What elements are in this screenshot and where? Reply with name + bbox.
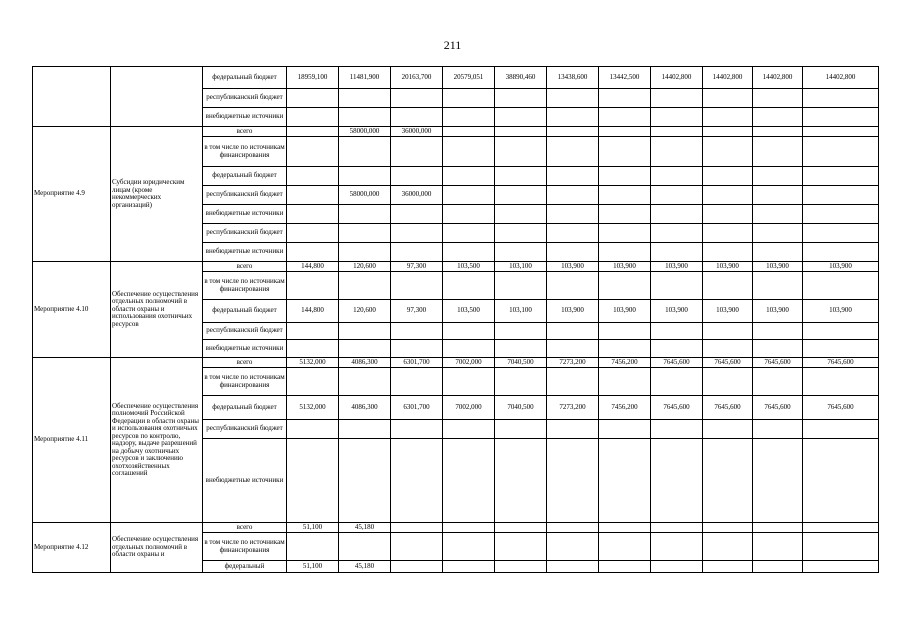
value-cell [339,89,391,108]
value-cell [651,340,703,358]
value-cell: 103,900 [651,262,703,272]
funding-source-cell: республиканский бюджет [203,186,287,205]
value-cell [547,523,599,533]
measure-name-cell: Обеспечение осуществления полномочий Российской Федерации в области охраны и использования охотничьих ресурсов по контролю, надзору, выдаче разрешений на добычу охотничьих ресурсов и заключению охотхозяйственных соглашений [111,358,203,523]
value-cell [753,439,803,523]
value-cell: 103,900 [547,300,599,323]
value-cell [443,108,495,127]
value-cell [547,205,599,224]
value-cell [753,368,803,396]
value-cell [391,205,443,224]
value-cell [391,340,443,358]
value-cell [547,561,599,573]
value-cell: 7645,600 [753,358,803,368]
value-cell: 120,600 [339,262,391,272]
value-cell: 13438,600 [547,67,599,89]
value-cell: 51,100 [287,523,339,533]
value-cell [803,224,879,243]
value-cell [287,533,339,561]
value-cell [391,533,443,561]
value-cell [599,561,651,573]
funding-source-cell: республиканский бюджет [203,323,287,340]
measure-name-cell: Обеспечение осуществления отдельных полномочий в области охраны и [111,523,203,573]
value-cell [753,561,803,573]
value-cell [391,108,443,127]
value-cell [339,340,391,358]
value-cell: 36000,000 [391,186,443,205]
value-cell [547,108,599,127]
value-cell: 58000,000 [339,186,391,205]
value-cell: 5132,000 [287,358,339,368]
value-cell [703,523,753,533]
value-cell [599,205,651,224]
funding-source-cell: в том числе по источникам финансирования [203,272,287,300]
value-cell: 7645,600 [703,396,753,420]
value-cell: 6301,700 [391,358,443,368]
value-cell: 7002,000 [443,358,495,368]
value-cell [443,224,495,243]
value-cell: 14402,800 [651,67,703,89]
measure-cell: Мероприятие 4.10 [33,262,111,358]
value-cell [287,137,339,167]
value-cell [443,439,495,523]
value-cell [287,108,339,127]
funding-source-cell: федеральный бюджет [203,67,287,89]
value-cell: 51,100 [287,561,339,573]
funding-source-cell: федеральный бюджет [203,396,287,420]
value-cell: 103,900 [651,300,703,323]
value-cell [599,368,651,396]
value-cell [495,186,547,205]
value-cell [651,523,703,533]
value-cell [391,368,443,396]
value-cell [443,523,495,533]
value-cell [287,439,339,523]
page-number: 211 [443,38,462,52]
value-cell [599,439,651,523]
value-cell [803,108,879,127]
value-cell [495,272,547,300]
value-cell [753,224,803,243]
value-cell [287,272,339,300]
value-cell: 103,100 [495,262,547,272]
value-cell [287,420,339,439]
value-cell [495,108,547,127]
value-cell: 103,900 [753,300,803,323]
value-cell [339,533,391,561]
value-cell [495,420,547,439]
value-cell [803,420,879,439]
value-cell: 7645,600 [651,396,703,420]
value-cell [443,127,495,137]
value-cell: 7273,200 [547,358,599,368]
value-cell [651,420,703,439]
value-cell [547,368,599,396]
funding-source-cell: всего [203,262,287,272]
value-cell: 7273,200 [547,396,599,420]
value-cell [803,368,879,396]
value-cell [651,137,703,167]
value-cell: 4086,300 [339,358,391,368]
value-cell [599,186,651,205]
value-cell [703,224,753,243]
value-cell [287,224,339,243]
value-cell [495,127,547,137]
value-cell [391,224,443,243]
value-cell: 7645,600 [803,396,879,420]
table-row [33,67,879,89]
value-cell: 103,900 [703,300,753,323]
value-cell: 103,900 [803,262,879,272]
value-cell [599,340,651,358]
measure-cell: Мероприятие 4.11 [33,358,111,523]
value-cell [803,561,879,573]
value-cell [287,368,339,396]
value-cell [495,533,547,561]
table-body [33,67,879,573]
value-cell [339,272,391,300]
value-cell: 6301,700 [391,396,443,420]
value-cell: 7002,000 [443,396,495,420]
value-cell [287,205,339,224]
value-cell [753,243,803,262]
value-cell [547,89,599,108]
value-cell: 103,900 [599,300,651,323]
value-cell [547,533,599,561]
funding-source-cell: в том числе по источникам финансирования [203,137,287,167]
value-cell [803,272,879,300]
value-cell [287,186,339,205]
value-cell [339,108,391,127]
value-cell: 7040,500 [495,358,547,368]
value-cell [287,167,339,186]
value-cell: 7456,200 [599,396,651,420]
value-cell: 18959,100 [287,67,339,89]
value-cell [803,533,879,561]
measure-cell: Мероприятие 4.12 [33,523,111,573]
value-cell [803,523,879,533]
value-cell [443,420,495,439]
value-cell [339,323,391,340]
value-cell [753,127,803,137]
value-cell [287,89,339,108]
value-cell [803,186,879,205]
value-cell [651,186,703,205]
value-cell [651,272,703,300]
funding-source-cell: федеральный бюджет [203,167,287,186]
value-cell: 103,900 [753,262,803,272]
value-cell [703,108,753,127]
value-cell: 7040,500 [495,396,547,420]
value-cell: 103,500 [443,262,495,272]
value-cell [287,323,339,340]
value-cell [753,205,803,224]
funding-source-cell: всего [203,127,287,137]
value-cell: 14402,800 [753,67,803,89]
value-cell [547,186,599,205]
funding-source-cell: в том числе по источникам финансирования [203,368,287,396]
value-cell: 4086,300 [339,396,391,420]
table-row [33,523,879,533]
value-cell [803,323,879,340]
value-cell: 45,180 [339,561,391,573]
value-cell [703,127,753,137]
table-row [33,127,879,137]
funding-source-cell: внебюджетные источники [203,205,287,224]
value-cell [599,523,651,533]
value-cell [703,186,753,205]
value-cell [495,368,547,396]
value-cell [443,561,495,573]
value-cell [391,137,443,167]
value-cell [495,205,547,224]
value-cell: 11481,900 [339,67,391,89]
value-cell [495,167,547,186]
value-cell: 144,800 [287,300,339,323]
value-cell [703,89,753,108]
value-cell [599,243,651,262]
value-cell [287,340,339,358]
value-cell: 5132,000 [287,396,339,420]
value-cell: 103,900 [803,300,879,323]
value-cell [495,340,547,358]
value-cell [339,420,391,439]
value-cell [443,533,495,561]
measure-name-cell: Обеспечение осуществления отдельных полномочий в области охраны и использования охотничьих ресурсов [111,262,203,358]
funding-source-cell: внебюджетные источники [203,243,287,262]
value-cell [443,243,495,262]
value-cell [599,533,651,561]
value-cell: 97,300 [391,300,443,323]
value-cell: 103,900 [599,262,651,272]
value-cell [339,205,391,224]
value-cell [547,167,599,186]
value-cell [599,108,651,127]
value-cell [339,368,391,396]
value-cell: 103,500 [443,300,495,323]
value-cell [443,368,495,396]
value-cell [287,127,339,137]
value-cell: 103,900 [547,262,599,272]
measure-name-cell [111,67,203,127]
value-cell: 103,900 [703,262,753,272]
value-cell: 7645,600 [753,396,803,420]
value-cell [703,205,753,224]
value-cell [547,420,599,439]
value-cell [753,420,803,439]
value-cell [443,340,495,358]
table-row [33,262,879,272]
value-cell [391,439,443,523]
value-cell: 7645,600 [703,358,753,368]
value-cell [651,243,703,262]
value-cell [495,224,547,243]
value-cell [753,340,803,358]
value-cell [547,272,599,300]
funding-source-cell: федеральный [203,561,287,573]
value-cell [803,243,879,262]
value-cell [547,439,599,523]
value-cell [803,205,879,224]
value-cell [547,243,599,262]
value-cell [703,533,753,561]
value-cell [651,89,703,108]
value-cell: 97,300 [391,262,443,272]
value-cell: 103,100 [495,300,547,323]
value-cell [753,523,803,533]
funding-source-cell: внебюджетные источники [203,108,287,127]
value-cell [599,323,651,340]
value-cell [753,323,803,340]
funding-source-cell: федеральный бюджет [203,300,287,323]
value-cell [703,368,753,396]
value-cell [495,137,547,167]
value-cell [339,137,391,167]
value-cell [599,89,651,108]
value-cell [547,127,599,137]
value-cell [391,561,443,573]
value-cell [803,340,879,358]
value-cell: 13442,500 [599,67,651,89]
value-cell [651,127,703,137]
value-cell [599,137,651,167]
value-cell [495,523,547,533]
value-cell [547,323,599,340]
value-cell [443,167,495,186]
value-cell [391,420,443,439]
funding-source-cell: всего [203,358,287,368]
value-cell: 58000,000 [339,127,391,137]
value-cell [703,561,753,573]
value-cell [651,561,703,573]
table-row [33,358,879,368]
value-cell [703,439,753,523]
value-cell: 7456,200 [599,358,651,368]
value-cell [495,323,547,340]
value-cell: 7645,600 [803,358,879,368]
value-cell [599,420,651,439]
value-cell [547,340,599,358]
value-cell: 144,800 [287,262,339,272]
value-cell [599,272,651,300]
value-cell [339,439,391,523]
value-cell [391,323,443,340]
value-cell [391,167,443,186]
value-cell: 20579,051 [443,67,495,89]
value-cell [753,272,803,300]
value-cell [287,243,339,262]
value-cell [753,533,803,561]
value-cell [391,243,443,262]
value-cell [651,439,703,523]
value-cell: 14402,800 [703,67,753,89]
value-cell [443,137,495,167]
value-cell [703,272,753,300]
value-cell [703,340,753,358]
value-cell [703,167,753,186]
value-cell [547,224,599,243]
value-cell [443,272,495,300]
value-cell [651,323,703,340]
value-cell [703,420,753,439]
value-cell [391,272,443,300]
value-cell [495,561,547,573]
value-cell [443,323,495,340]
funding-source-cell: внебюджетные источники [203,439,287,523]
value-cell [599,127,651,137]
value-cell [339,243,391,262]
value-cell [495,89,547,108]
measure-cell [33,67,111,127]
value-cell: 36000,000 [391,127,443,137]
value-cell [391,523,443,533]
value-cell [599,224,651,243]
value-cell [703,323,753,340]
value-cell [495,439,547,523]
value-cell [391,89,443,108]
funding-source-cell: в том числе по источникам финансирования [203,533,287,561]
value-cell: 14402,800 [803,67,879,89]
value-cell [547,137,599,167]
value-cell [753,89,803,108]
value-cell [703,137,753,167]
measure-name-cell: Субсидии юридическим лицам (кроме некоммерческих организаций) [111,127,203,262]
funding-source-cell: республиканский бюджет [203,224,287,243]
value-cell: 20163,700 [391,67,443,89]
value-cell [651,224,703,243]
value-cell: 45,180 [339,523,391,533]
measure-cell: Мероприятие 4.9 [33,127,111,262]
value-cell [443,186,495,205]
value-cell [753,108,803,127]
value-cell [339,224,391,243]
value-cell: 120,600 [339,300,391,323]
funding-table [32,66,879,573]
value-cell [803,167,879,186]
value-cell [803,137,879,167]
funding-source-cell: всего [203,523,287,533]
value-cell [443,205,495,224]
value-cell [803,89,879,108]
value-cell [651,368,703,396]
value-cell [753,137,803,167]
value-cell [651,533,703,561]
value-cell [703,243,753,262]
value-cell [599,167,651,186]
value-cell [753,167,803,186]
value-cell [803,439,879,523]
value-cell [753,186,803,205]
value-cell [443,89,495,108]
funding-source-cell: республиканский бюджет [203,420,287,439]
value-cell [339,167,391,186]
value-cell: 7645,600 [651,358,703,368]
funding-source-cell: республиканский бюджет [203,89,287,108]
value-cell [651,108,703,127]
value-cell [651,205,703,224]
value-cell: 38890,460 [495,67,547,89]
value-cell [651,167,703,186]
value-cell [495,243,547,262]
value-cell [803,127,879,137]
funding-source-cell: внебюджетные источники [203,340,287,358]
